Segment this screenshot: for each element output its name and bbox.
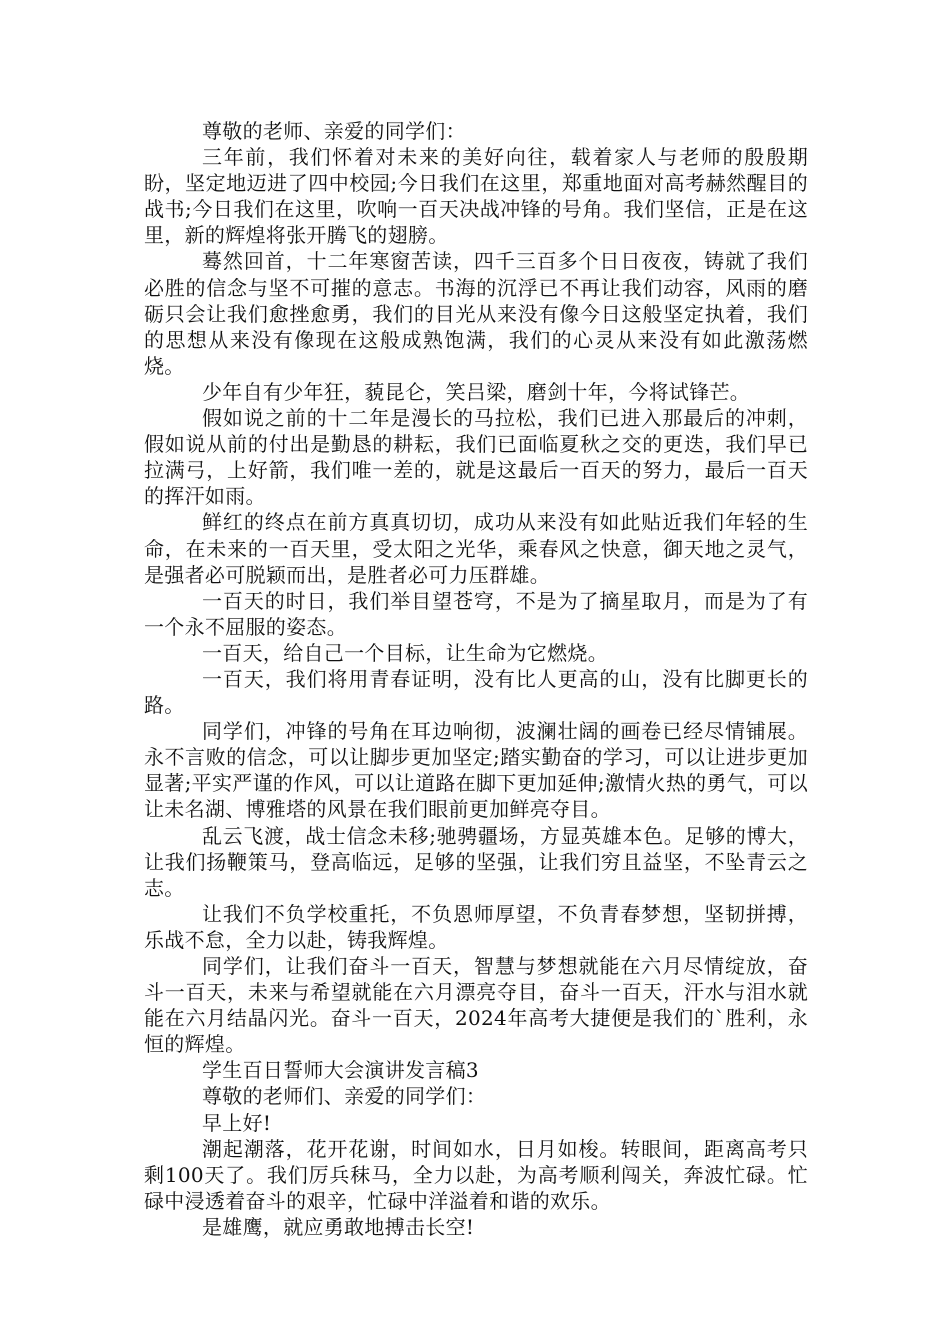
- body-paragraph: 一百天，给自己一个目标，让生命为它燃烧。: [202, 640, 608, 665]
- body-paragraph: 鲜红的终点在前方真真切切，成功从来没有如此贴近我们年轻的生命，在未来的一百天里，受太阳之光华，乘春风之快意，御天地之灵气，是强者必可脱颖而出，是胜者必可力压群雄。: [144, 510, 808, 587]
- body-paragraph: 潮起潮落，花开花谢，时间如水，日月如梭。转眼间，距离高考只剩100天了。我们厉兵秣马，全力以赴，为高考顺利闯关，奔波忙碌。忙碌中浸透着奋斗的艰辛，忙碌中洋溢着和谐的欢乐。: [144, 1136, 808, 1213]
- body-paragraph: 假如说之前的十二年是漫长的马拉松，我们已进入那最后的冲刺，假如说从前的付出是勤恳的耕耘，我们已面临夏秋之交的更迭，我们早已拉满弓，上好箭，我们唯一差的，就是这最后一百天的努力，最后一百天的挥汗如雨。: [144, 406, 808, 509]
- body-paragraph: 同学们，让我们奋斗一百天，智慧与梦想就能在六月尽情绽放，奋斗一百天，未来与希望就能在六月漂亮夺目，奋斗一百天，汗水与泪水就能在六月结晶闪光。奋斗一百天，2024年高考大捷便是我们的`胜利，永恒的辉煌。: [144, 954, 808, 1057]
- body-paragraph: 是雄鹰，就应勇敢地搏击长空!: [202, 1214, 475, 1239]
- body-paragraph: 乱云飞渡，战士信念未移;驰骋疆场，方显英雄本色。足够的博大，让我们扬鞭策马，登高临远，足够的坚强，让我们穷且益坚，不坠青云之志。: [144, 823, 808, 900]
- body-paragraph: 一百天，我们将用青春证明，没有比人更高的山，没有比脚更长的路。: [144, 666, 808, 718]
- greeting-paragraph: 尊敬的老师、亲爱的同学们：: [202, 119, 466, 143]
- body-paragraph: 让我们不负学校重托，不负恩师厚望，不负青春梦想，坚韧拼搏，乐战不怠，全力以赴，铸我辉煌。: [144, 901, 808, 952]
- greeting-paragraph: 早上好!: [202, 1110, 272, 1135]
- body-paragraph: 同学们，冲锋的号角在耳边响彻，波澜壮阔的画卷已经尽情铺展。永不言败的信念，可以让脚步更加坚定;踏实勤奋的学习，可以让进步更加显著;平实严谨的作风，可以让道路在脚下更加延伸;激情火热的勇气，可以让未名湖、博雅塔的风景在我们眼前更加鲜亮夺目。: [144, 719, 808, 822]
- body-paragraph: 三年前，我们怀着对未来的美好向往，载着家人与老师的殷殷期盼，坚定地迈进了四中校园;今日我们在这里，郑重地面对高考赫然醒目的战书;今日我们在这里，吹响一百天决战冲锋的号角。我们坚信，正是在这里，新的辉煌将张开腾飞的翅膀。: [144, 145, 808, 248]
- body-paragraph: 一百天的时日，我们举目望苍穹，不是为了摘星取月，而是为了有一个永不屈服的姿态。: [144, 588, 808, 639]
- document-body: [144, 118, 808, 1240]
- body-paragraph: 少年自有少年狂，藐昆仑，笑吕梁，磨剑十年，今将试锋芒。: [202, 379, 751, 404]
- section-heading: 学生百日誓师大会演讲发言稿3: [202, 1058, 479, 1083]
- greeting-paragraph: 尊敬的老师们、亲爱的同学们：: [202, 1084, 487, 1109]
- body-paragraph: 蓦然回首，十二年寒窗苦读，四千三百多个日日夜夜，铸就了我们必胜的信念与坚不可摧的意志。书海的沉浮已不再让我们动容，风雨的磨砺只会让我们愈挫愈勇，我们的目光从来没有像今日这般坚定执着，我们的思想从来没有像现在这般成熟饱满，我们的心灵从来没有如此激荡燃烧。: [144, 249, 808, 378]
